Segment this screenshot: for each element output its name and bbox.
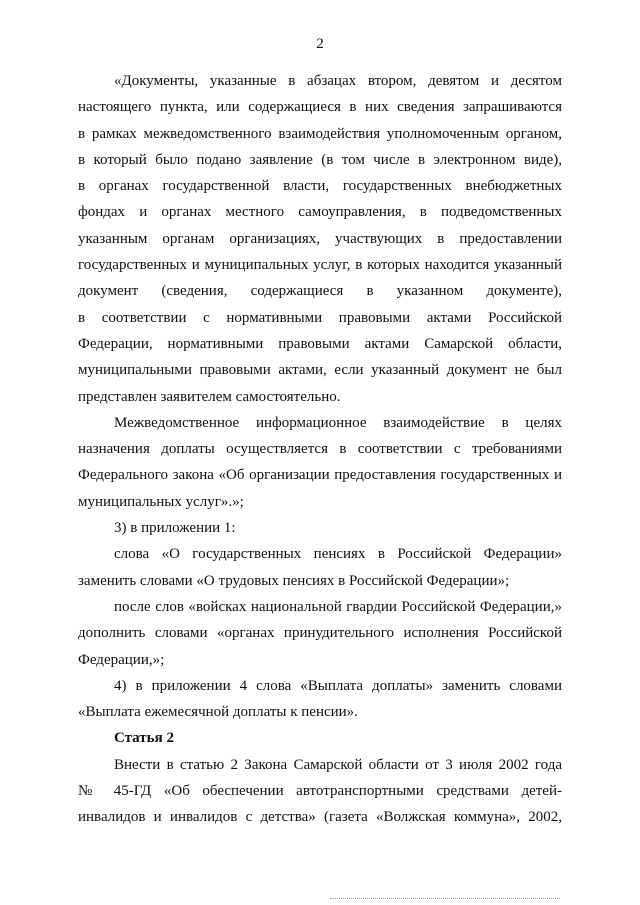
bottom-rule: [330, 898, 560, 899]
text-line: в соответствии с нормативными правовыми актами Российской: [78, 309, 562, 326]
text-line: государственных и муниципальных услуг, в которых находится указанный: [78, 257, 562, 274]
text-line: муниципальных услуг».»;: [78, 493, 244, 510]
text-line: в органах государственной власти, государственных внебюджетных: [78, 178, 562, 195]
text-line: Внести в статью 2 Закона Самарской области от 3 июля 2002 года: [114, 756, 562, 773]
text-line: дополнить словами «органах принудительного исполнения Российской: [78, 625, 562, 642]
text-line: назначения доплаты осуществляется в соответствии с требованиями: [78, 441, 562, 458]
text-line: представлен заявителем самостоятельно.: [78, 388, 341, 405]
text-line: Межведомственное информационное взаимодействие в целях: [114, 414, 562, 431]
text-line: фондах и органах местного самоуправления, в подведомственных: [78, 204, 562, 221]
text-line: указанным органам организациях, участвующих в предоставлении: [78, 230, 562, 247]
text-line: в рамках межведомственного взаимодействия уполномоченным органом,: [78, 125, 562, 142]
page-number: 2: [316, 36, 324, 52]
document-body: [78, 68, 562, 831]
text-line: инвалидов и инвалидов с детства» (газета «Волжская коммуна», 2002,: [78, 809, 562, 826]
text-line: документ (сведения, содержащиеся в указанном документе),: [78, 283, 562, 300]
text-line: «Выплата ежемесячной доплаты к пенсии».: [78, 704, 358, 721]
text-line: Федерации, нормативными правовыми актами Самарской области,: [78, 335, 562, 352]
text-line: настоящего пункта, или содержащиеся в них сведения запрашиваются: [78, 99, 562, 116]
text-line: Федерации,»;: [78, 651, 165, 668]
text-line: в который было подано заявление (в том числе в электронном виде),: [78, 151, 562, 168]
text-line: 3) в приложении 1:: [114, 520, 236, 537]
text-line: после слов «войсках национальной гвардии Российской Федерации,»: [114, 598, 562, 615]
text-line: муниципальными правовыми актами, если указанный документ не был: [78, 362, 562, 379]
text-line: 4) в приложении 4 слова «Выплата доплаты» заменить словами: [114, 677, 562, 694]
text-line: заменить словами «О трудовых пенсиях в Российской Федерации»;: [78, 572, 510, 589]
text-line: Федерального закона «Об организации предоставления государственных и: [78, 467, 562, 484]
text-line: слова «О государственных пенсиях в Российской Федерации»: [114, 546, 562, 563]
article-heading: Статья 2: [114, 730, 174, 747]
text-line: № 45-ГД «Об обеспечении автотранспортными средствами детей-: [78, 783, 562, 800]
text-line: «Документы, указанные в абзацах втором, девятом и десятом: [114, 73, 562, 89]
